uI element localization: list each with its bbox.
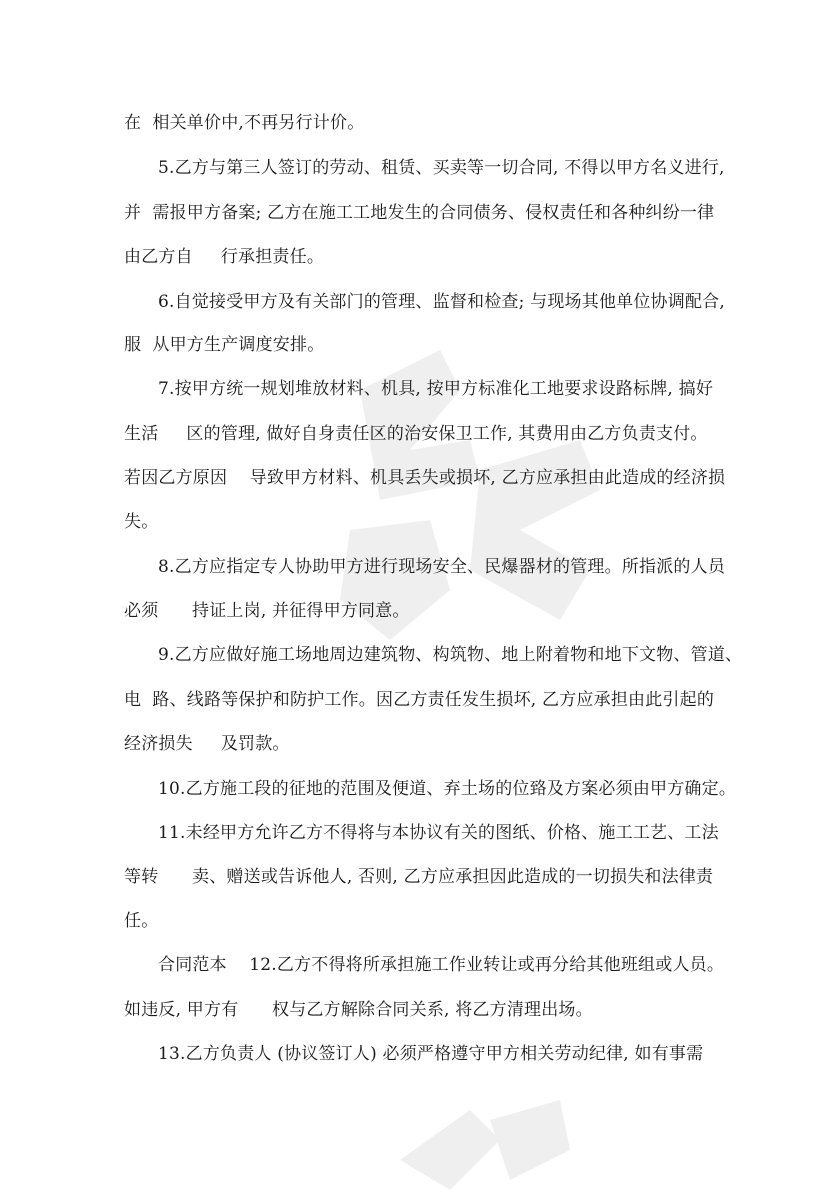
text-line-9: 若因乙方原因 导致甲方材料、机具丢失或损坏, 乙方应承担由此造成的经济损 bbox=[124, 468, 726, 488]
text-line-12: 必须 持证上岗, 并征得甲方同意。 bbox=[124, 601, 410, 621]
text-line-4: 由乙方自 行承担责任。 bbox=[124, 247, 325, 267]
text-line-5: 6.自觉接受甲方及有关部门的管理、监督和检查; 与现场其他单位协调配合, bbox=[158, 292, 725, 312]
text-line-15: 经济损失 及罚款。 bbox=[124, 734, 290, 754]
text-line-2: 5.乙方与第三人签订的劳动、租赁、买卖等一切合同, 不得以甲方名义进行, bbox=[158, 158, 725, 178]
text-line-17: 11.未经甲方允许乙方不得将与本协议有关的图纸、价格、施工工艺、工法 bbox=[158, 823, 719, 843]
text-line-19: 任。 bbox=[124, 911, 159, 931]
text-line-7: 7.按甲方统一规划堆放材料、机具, 按甲方标准化工地要求设路标牌, 搞好 bbox=[158, 379, 714, 399]
text-line-6: 服 从甲方生产调度安排。 bbox=[124, 335, 325, 355]
text-line-22: 13.乙方负责人 (协议签订人) 必须严格遵守甲方相关劳动纪律, 如有事需 bbox=[158, 1044, 704, 1064]
text-line-16: 10.乙方施工段的征地的范围及便道、弃土场的位臵及方案必须由甲方确定。 bbox=[158, 779, 737, 799]
text-line-10: 失。 bbox=[124, 512, 159, 532]
text-line-14: 电 路、线路等保护和防护工作。因乙方责任发生损坏, 乙方应承担由此引起的 bbox=[124, 690, 715, 710]
text-line-11: 8.乙方应指定专人协助甲方进行现场安全、民爆器材的管理。所指派的人员 bbox=[158, 557, 726, 577]
text-line-18: 等转 卖、赠送或告诉他人, 否则, 乙方应承担因此造成的一切损失和法律责 bbox=[124, 867, 714, 887]
text-line-13: 9.乙方应做好施工场地周边建筑物、构筑物、地上附着物和地下文物、管道、 bbox=[158, 645, 743, 665]
watermark-graphic-bottom bbox=[380, 1080, 580, 1200]
text-line-1: 在 相关单价中,不再另行计价。 bbox=[124, 113, 365, 133]
text-line-8: 生活 区的管理, 做好自身责任区的治安保卫工作, 其费用由乙方负责支付。 bbox=[124, 424, 708, 444]
text-line-21: 如违反, 甲方有 权与乙方解除合同关系, 将乙方清理出场。 bbox=[124, 1000, 593, 1020]
text-line-3: 并 需报甲方备案; 乙方在施工工地发生的合同债务、侵权责任和各种纠纷一律 bbox=[124, 203, 715, 223]
text-line-20: 合同范本 12.乙方不得将所承担施工作业转让或再分给其他班组或人员。 bbox=[158, 955, 725, 975]
